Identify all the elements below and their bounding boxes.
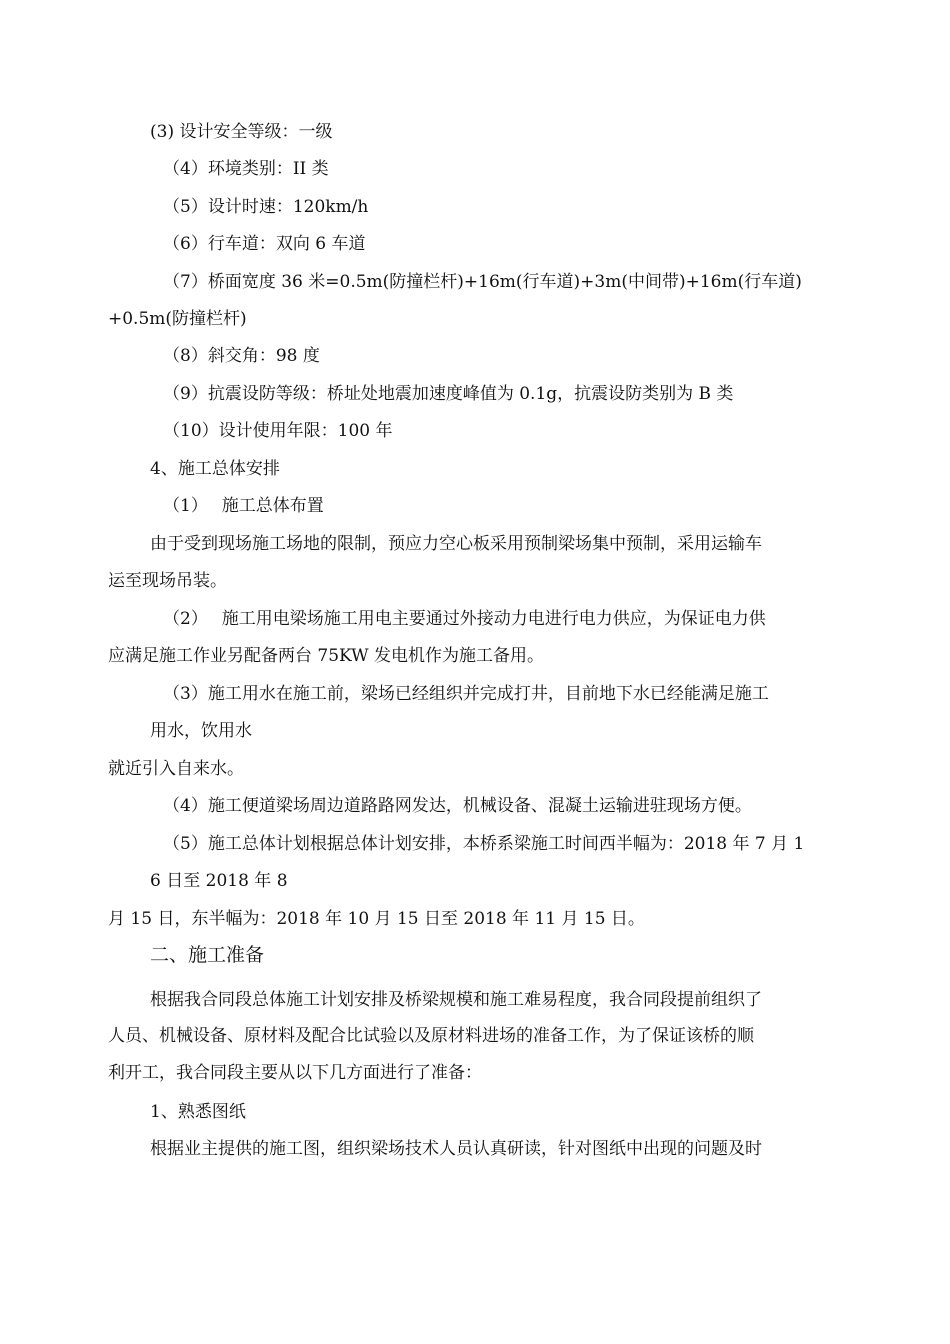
water-paragraph-line-3: 就近引入自来水。 bbox=[108, 759, 244, 779]
seismic-grade: （9）抗震设防等级：桥址处地震加速度峰值为 0.1g，抗震设防类别为 B 类 bbox=[163, 384, 734, 404]
design-service-life: （10）设计使用年限：100 年 bbox=[163, 421, 393, 441]
preparation-paragraph-line-3: 利开工，我合同段主要从以下几方面进行了准备： bbox=[108, 1063, 482, 1083]
environment-category: （4）环境类别：II 类 bbox=[163, 159, 329, 179]
layout-paragraph-line-1: 由于受到现场施工场地的限制，预应力空心板采用预制梁场集中预制，采用运输车 bbox=[150, 534, 762, 554]
drawings-paragraph-line-1: 根据业主提供的施工图，组织梁场技术人员认真研读，针对图纸中出现的问题及时 bbox=[150, 1139, 762, 1159]
preparation-paragraph-line-2: 人员、机械设备、原材料及配合比试验以及原材料进场的准备工作，为了保证该桥的顺 bbox=[108, 1026, 754, 1046]
skew-angle: （8）斜交角：98 度 bbox=[163, 346, 320, 366]
schedule-paragraph-line-2: 6 日至 2018 年 8 bbox=[150, 871, 288, 891]
section-heading-construction-arrangement: 4、施工总体安排 bbox=[150, 459, 280, 479]
power-paragraph-line-2: 应满足施工作业另配备两台 75KW 发电机作为施工备用。 bbox=[108, 646, 545, 666]
preparation-paragraph-line-1: 根据我合同段总体施工计划安排及桥梁规模和施工难易程度，我合同段提前组织了 bbox=[150, 990, 762, 1010]
water-paragraph-line-1: （3）施工用水在施工前，梁场已经组织并完成打井，目前地下水已经能满足施工 bbox=[163, 684, 769, 704]
general-layout: （1） 施工总体布置 bbox=[163, 496, 324, 516]
power-paragraph-line-1: （2） 施工用电梁场施工用电主要通过外接动力电进行电力供应，为保证电力供 bbox=[163, 609, 766, 629]
schedule-paragraph-line-1: （5）施工总体计划根据总体计划安排，本桥系梁施工时间西半幅为：2018 年 7 月 1 bbox=[163, 834, 805, 854]
deck-width-line-1: （7）桥面宽度 36 米=0.5m(防撞栏杆)+16m(行车道)+3m(中间带)+16m(行车道) bbox=[163, 272, 802, 292]
access-road-paragraph: （4）施工便道梁场周边道路路网发达，机械设备、混凝土运输进驻现场方便。 bbox=[163, 796, 752, 816]
layout-paragraph-line-2: 运至现场吊装。 bbox=[108, 571, 227, 591]
deck-width-line-2: +0.5m(防撞栏杆) bbox=[108, 309, 247, 329]
design-speed: （5）设计时速：120km/h bbox=[163, 197, 369, 217]
schedule-paragraph-line-3: 月 15 日，东半幅为：2018 年 10 月 15 日至 2018 年 11 月 15 日。 bbox=[108, 909, 645, 929]
water-paragraph-line-2: 用水，饮用水 bbox=[150, 721, 252, 741]
subheading-familiarize-drawings: 1、熟悉图纸 bbox=[150, 1102, 246, 1122]
traffic-lanes: （6）行车道：双向 6 车道 bbox=[163, 234, 366, 254]
design-safety-grade: (3) 设计安全等级：一级 bbox=[150, 122, 333, 142]
section-heading-preparation: 二、施工准备 bbox=[150, 944, 265, 966]
